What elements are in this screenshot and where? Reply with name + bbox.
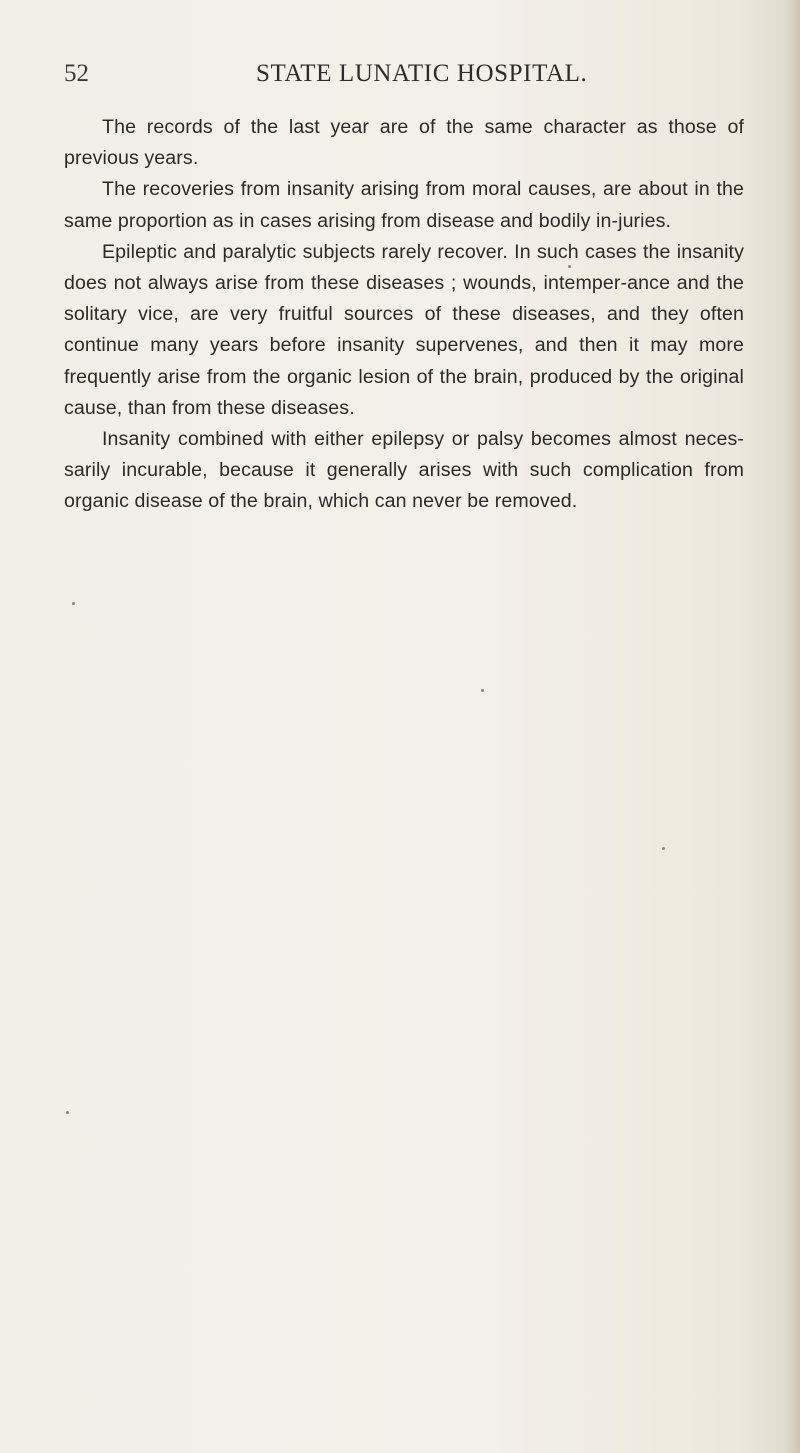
paper-speck — [662, 847, 665, 850]
paragraph-recoveries: The recoveries from insanity arising from moral causes, are about in the same proportion as in cases arising from disease and bodily in-juries. — [64, 178, 744, 232]
paper-speck — [568, 265, 571, 268]
paragraph-records: The records of the last year are of the same character as those of previous years. — [64, 116, 744, 170]
paper-speck — [481, 689, 484, 692]
body-text — [64, 112, 744, 518]
paragraph-insanity-combined: Insanity combined with either epilepsy or palsy becomes almost neces-sarily incurable, because it generally arises with such complication from organic disease of the brain, which can never be removed. — [64, 428, 744, 513]
paper-speck — [66, 1111, 69, 1114]
page-edge-shadow — [786, 0, 800, 1453]
page-header — [64, 60, 736, 96]
page-number: 52 — [64, 60, 89, 87]
running-title: STATE LUNATIC HOSPITAL. — [256, 60, 588, 87]
paper-speck — [72, 602, 75, 605]
paragraph-epileptic: Epileptic and paralytic subjects rarely recover. In such cases the insanity does not always arise from these diseases ; wounds, intemper-ance and the solitary vice, are very fruitful sources of these diseases, and they often continue many years before insanity supervenes, and then it may more frequently arise from the organic lesion of the brain, produced by the original cause, than from these diseases. — [64, 240, 744, 419]
